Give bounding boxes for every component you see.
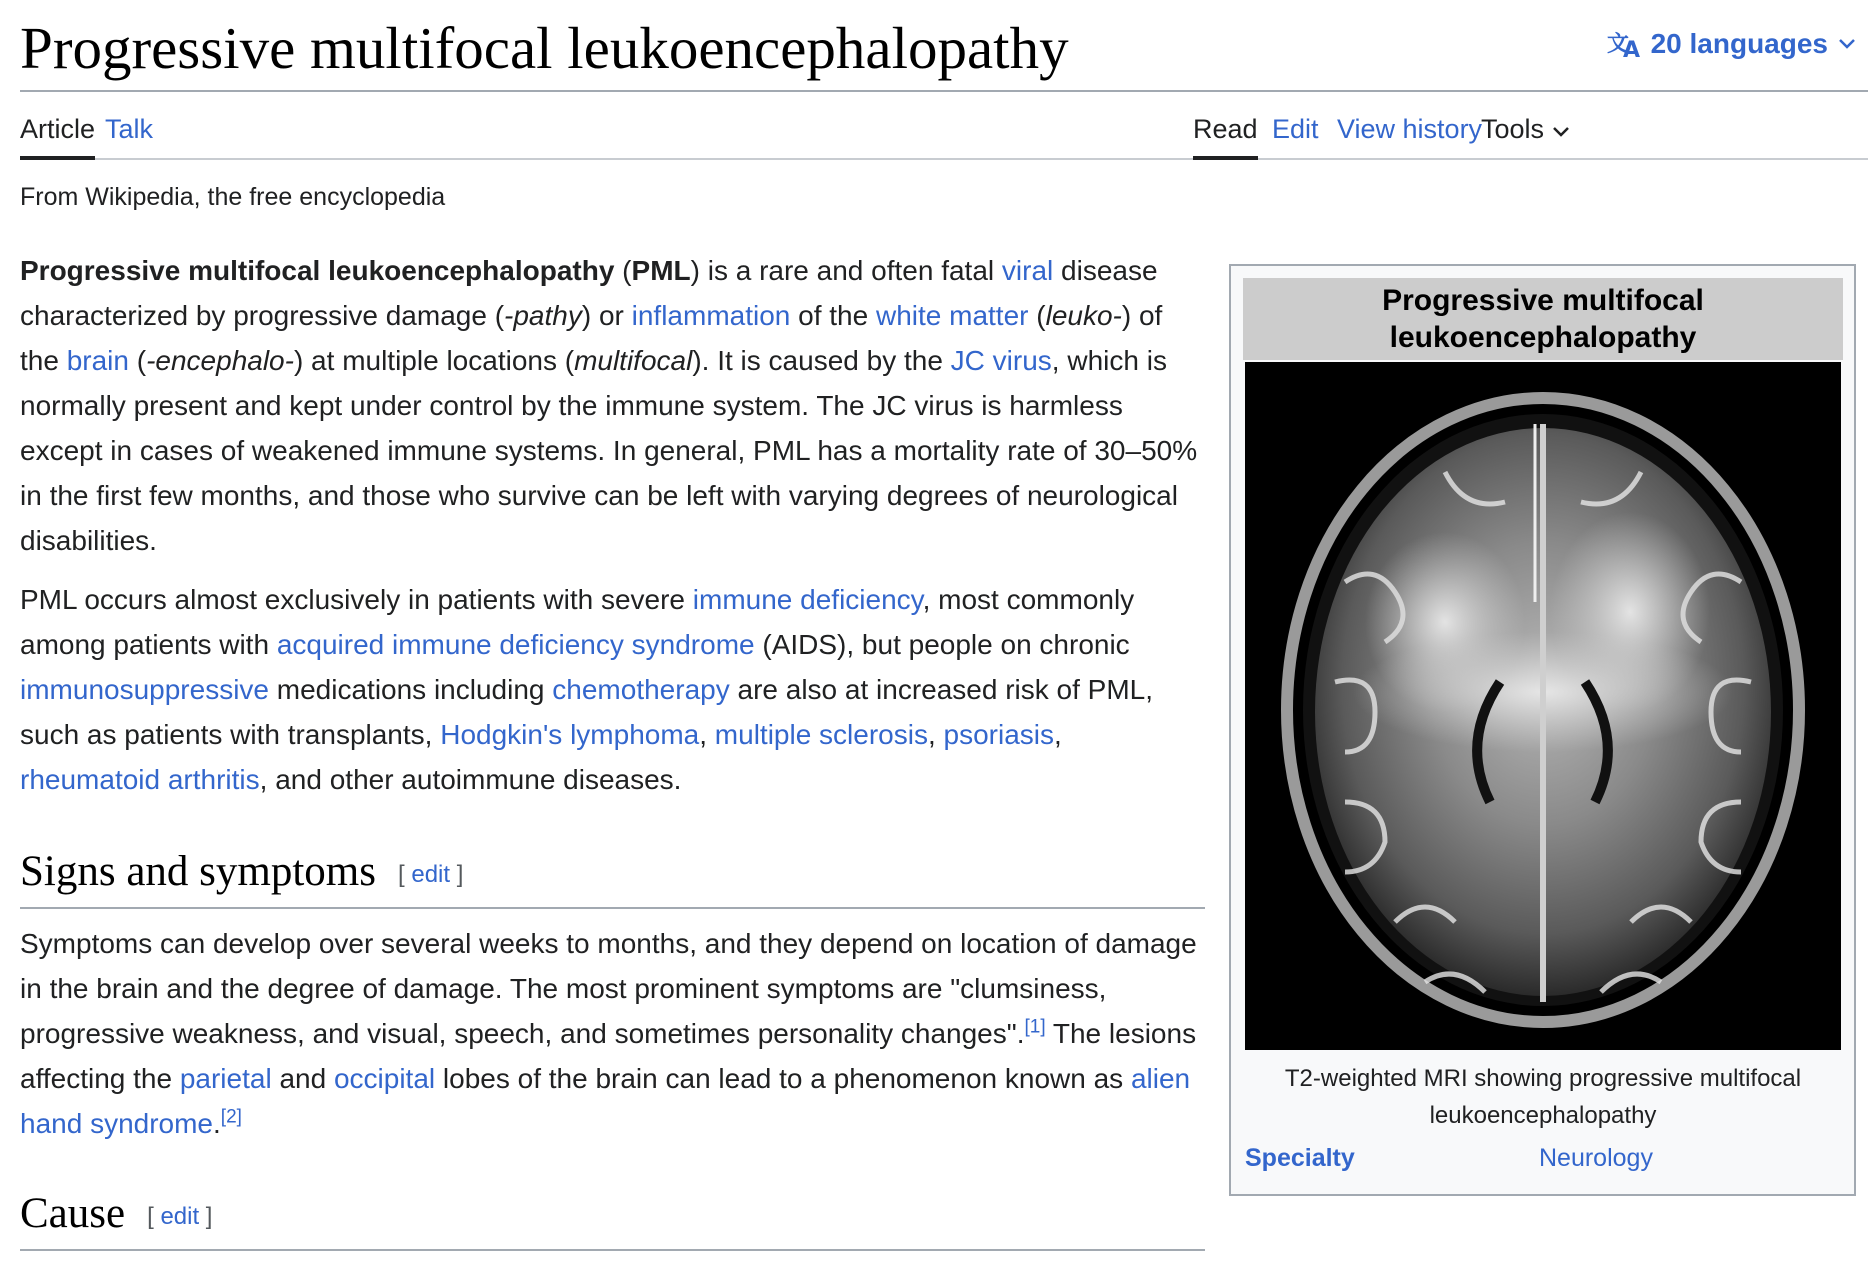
abbrev: PML (631, 255, 691, 286)
text: are also at increased risk of PML, such as patients with transplants, (20, 674, 1154, 750)
mri-image[interactable] (1245, 362, 1841, 1050)
text: and (271, 1063, 334, 1095)
languages-label: 20 languages (1650, 28, 1828, 59)
section-heading-cause (20, 1184, 1205, 1251)
intro-paragraph-2 (20, 577, 1205, 802)
bracket: ] (450, 861, 464, 889)
link-aids[interactable]: acquired immune deficiency syndrome (276, 629, 755, 660)
reference-1[interactable]: [1] (1024, 1016, 1046, 1038)
infobox (1229, 264, 1856, 1196)
link-rheumatoid-arthritis[interactable]: rheumatoid arthritis (20, 764, 260, 795)
text: ) or (581, 300, 632, 331)
specialty-value-link[interactable]: Neurology (1539, 1144, 1653, 1172)
text: Symptoms can develop over several weeks to months, and they depend on location of damage in the brain and the degree of damage. The most prominent symptoms are "clumsiness, progressive weakness, and visual, speech, and sometimes personality changes". (20, 928, 1197, 1050)
text: ( (614, 255, 632, 286)
link-occipital[interactable]: occipital (333, 1063, 436, 1095)
text: ). It is caused by the (692, 345, 951, 376)
italic-term: -encephalo- (146, 345, 294, 376)
mri-brain-illustration (1245, 362, 1841, 1050)
reference-2[interactable]: [2] (220, 1106, 242, 1128)
signs-paragraph (20, 921, 1205, 1146)
link-chemotherapy[interactable]: chemotherapy (552, 674, 730, 705)
link-immune-deficiency[interactable]: immune deficiency (692, 584, 923, 615)
tools-menu[interactable] (1481, 112, 1570, 146)
text: ) of the (20, 300, 1163, 376)
tagline: From Wikipedia, the free encyclopedia (20, 183, 446, 211)
specialty-label[interactable]: Specialty (1245, 1144, 1355, 1172)
link-alien-hand-syndrome[interactable]: alien hand syndrome (20, 1063, 1191, 1140)
chevron-down-icon (1552, 112, 1570, 146)
text: , which is normally present and kept under control by the immune system. The JC virus is harmless except in cases of weakened immune systems. In general, PML has a mortality rate of 30–50% in the first few months, and those who survive can be left with varying degrees of neurological disabilities. (20, 345, 1198, 556)
tab-edit[interactable]: Edit (1272, 114, 1319, 144)
tab-article[interactable]: Article (20, 114, 96, 144)
link-immunosuppressive[interactable]: immunosuppressive (20, 674, 269, 705)
title-bar (20, 0, 1868, 92)
text: The lesions affecting the (20, 1018, 1197, 1095)
text: (AIDS), but people on chronic (754, 629, 1130, 660)
article-body (20, 248, 1205, 1263)
link-viral[interactable]: viral (1001, 255, 1054, 286)
bracket: ] (199, 1203, 213, 1231)
heading-text: Cause (20, 1190, 126, 1238)
tab-view-history[interactable]: View history (1337, 114, 1483, 144)
text: ( (1028, 300, 1046, 331)
text: of the (790, 300, 876, 331)
lead-term: Progressive multifocal leukoencephalopathy (20, 255, 615, 286)
text: , most commonly among patients with (20, 584, 1135, 660)
italic-term: leuko- (1045, 300, 1122, 331)
section-heading-signs (20, 842, 1205, 909)
link-white-matter[interactable]: white matter (875, 300, 1029, 331)
edit-section-button[interactable]: edit (411, 861, 451, 889)
edit-section-link (147, 1203, 212, 1230)
bracket: [ (398, 861, 412, 889)
tab-read[interactable]: Read (1193, 114, 1258, 144)
svg-text:A: A (1622, 38, 1640, 59)
text: ) at multiple locations ( (293, 345, 575, 376)
text: , (699, 719, 715, 750)
text: ) is a rare and often fatal (690, 255, 1002, 286)
link-parietal[interactable]: parietal (179, 1063, 272, 1095)
text: disease characterized by progressive damage ( (20, 255, 1158, 331)
text: , (1054, 719, 1062, 750)
link-jc-virus[interactable]: JC virus (950, 345, 1052, 376)
intro-paragraph-1 (20, 248, 1205, 563)
text: PML occurs almost exclusively in patients with severe (20, 584, 693, 615)
page-tabs (20, 92, 1868, 160)
link-multiple-sclerosis[interactable]: multiple sclerosis (714, 719, 928, 750)
edit-section-link (398, 861, 463, 888)
page-title: Progressive multifocal leukoencephalopathy (20, 15, 1069, 81)
chevron-down-icon (1838, 38, 1856, 50)
italic-term: -pathy (504, 300, 582, 331)
heading-text: Signs and symptoms (20, 848, 376, 895)
link-hodgkins-lymphoma[interactable]: Hodgkin's lymphoma (440, 719, 700, 750)
text: medications including (269, 674, 553, 705)
text: lobes of the brain can lead to a phenomenon known as (435, 1063, 1131, 1095)
text: ( (128, 345, 147, 376)
text: , (927, 719, 944, 750)
text: , and other autoimmune diseases. (259, 764, 682, 795)
link-inflammation[interactable]: inflammation (631, 300, 791, 331)
languages-button[interactable] (1607, 28, 1856, 60)
text: . (213, 1108, 221, 1140)
svg-text:文: 文 (1606, 32, 1629, 57)
italic-term: multifocal (574, 345, 693, 376)
translate-icon (1607, 29, 1641, 59)
bracket: [ (147, 1203, 161, 1231)
edit-section-button[interactable]: edit (160, 1203, 200, 1231)
tab-talk[interactable]: Talk (105, 114, 154, 144)
tools-label: Tools (1481, 114, 1545, 144)
infobox-caption: T2-weighted MRI showing progressive multifocal leukoencephalopathy (1284, 1065, 1802, 1129)
link-brain[interactable]: brain (66, 345, 129, 376)
link-psoriasis[interactable]: psoriasis (943, 719, 1055, 750)
infobox-title: Progressive multifocal leukoencephalopathy (1243, 278, 1843, 360)
